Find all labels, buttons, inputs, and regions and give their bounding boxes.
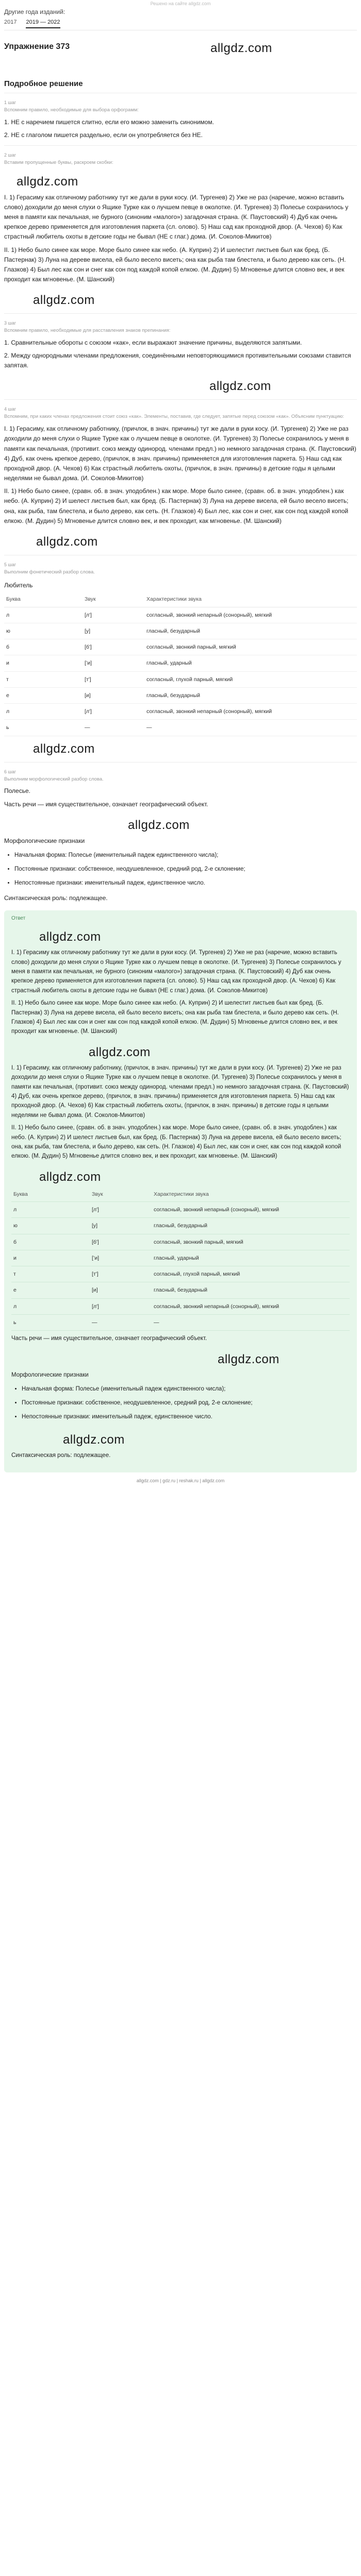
brand-watermark: allgdz.com [33,293,95,308]
text-paragraph: I. 1) Герасиму как отличному работнику тут же дали в руки косу. (И. Тургенев) 2) Уже не раз (наречие, можно вставить слово) доходили до меня слухи о Ящике Турке как о лучшем певце в околотке. (И. Тургенев) 3) Полесье сохранилось у меня в памяти как печальная, не бурного (синоним «малого») загадочная страна. (К. Паустовский) 4) Дуб как очень крепкое дерево применяется для изготовления паркета (сл. олово). 5) Наш сад как проходной двор. (А. Чехов) 6) Как страстный любитель охоты в детские годы не бывал (НЕ с глаг.) дома. (И. Соколов-Микитов) [4,193,349,241]
step-5 [4,562,357,736]
top-watermark: Решено на сайте allgdz.com [150,1,211,6]
features-title: Морфологические признаки [4,837,85,844]
letter-cell: и [11,1250,90,1266]
watermark-row [4,374,357,394]
desc-cell: гласный, безударный [152,1218,350,1234]
exercise-title: Упражнение 373 [4,42,70,51]
letter-cell: л [4,607,83,623]
step-1 [4,99,357,140]
step-label: 3 шаг [4,320,17,326]
rule-paragraph: 2. Между однородными членами предложения, соединёнными неповторяющимися противительными союзами ставится запятая. [4,352,351,369]
answer-paragraph: II. 1) Небо было синее, (сравн. об. в знач. уподоблен.) как море. Море было синее, (сравн. об. в знач. уподоблен.) как небо. (А. Куприн) 2) И шелест листьев был, как бред. (Б. Пастернак) 3) Луна на дереве висела, ей было весело висеть; она, как рыба, там блестела, и было дерево, как сеть. (Н. Глазков) 4) Был лес, как сон и снег, как сон под каждой копой елкою. (М. Дудин) 5) Мгновенье длится словно век, и век проходит, как мгновенье. (М. Шанский) [11,1125,341,1160]
letter-cell: е [4,687,83,703]
sound-cell: [’и] [90,1250,152,1266]
watermark-row [4,529,357,550]
step-4 [4,406,357,526]
letter-cell: ю [4,623,83,639]
desc-cell: гласный, ударный [144,655,357,671]
sound-cell: [л'] [90,1202,152,1218]
step-label: 4 шаг [4,406,17,412]
brand-watermark: allgdz.com [36,535,98,549]
brand-watermark: allgdz.com [89,1045,151,1059]
watermark-row [4,287,357,308]
brand-watermark: allgdz.com [210,41,272,55]
watermark-row [4,169,357,190]
desc-cell: согласный, глухой парный, мягкий [144,671,357,687]
letter-cell: б [4,639,83,655]
brand-watermark: allgdz.com [128,818,190,832]
table-row [11,1314,350,1330]
letter-cell: т [11,1266,90,1282]
list-item: • Непостоянные признаки: именительный падеж, единственное число. [14,879,357,888]
brand-watermark: allgdz.com [17,174,78,189]
desc-cell: гласный, безударный [144,687,357,703]
letter-cell: ь [11,1314,90,1330]
table-row [11,1266,350,1282]
column-header: Звук [90,1187,152,1202]
step-label: 1 шаг [4,99,17,105]
desc-cell: согласный, звонкий непарный (сонорный), мягкий [144,704,357,720]
rule-paragraph: 1. НЕ с наречием пишется слитно, если его можно заменить синонимом. [4,118,214,126]
table-row [4,623,357,639]
sound-cell: [и] [83,687,144,703]
sound-cell: [у] [90,1218,152,1234]
sound-cell: [у] [83,623,144,639]
footer-links[interactable]: allgdz.com | gdz.ru | reshak.ru | allgdz.com [136,1478,225,1484]
column-header: Звук [83,592,144,607]
list-item: • Начальная форма: Полесье (именительный падеж единственного числа); [22,1385,350,1394]
text-paragraph: I. 1) Герасиму, как отличному работнику, (причлок, в знач. причины) тут же дали в руки косу. (И. Тургенев) 2) Уже не раз доходили до меня слухи о Ящике Турке как о лучшем певце в околотке. (И. Тургенев) 3) Полесье сохранилось у меня в памяти как печальная, (противит. союз между одинород. членами предл.) но немного загадочная страна. (К. Паустовский) 4) Дуб, как очень крепкое дерево, (причлок, в знач. причины) применяется для изготовления паркета. 5) Наш сад как проходной двор. (А. Чехов) 6) Как страстный любитель охоты, (причлок, в знач. причины) в детские годы я целыми неделями не бывал дома. (И. Соколов-Микитов) [4,425,356,482]
edition-tab-2019-2022[interactable]: 2019 — 2022 [26,18,60,28]
table-row [4,607,357,623]
analyzed-word: Любитель [4,581,33,589]
desc-cell: согласный, звонкий парный, мягкий [144,639,357,655]
watermark-row [11,1427,350,1448]
column-header: Буква [4,592,83,607]
letter-cell: и [4,655,83,671]
desc-cell: гласный, безударный [152,1282,350,1298]
answer-label: Ответ [11,915,26,921]
table-row [11,1250,350,1266]
part-of-speech: Часть речи — имя существительное, означает географический объект. [4,800,208,808]
sound-cell: [л'] [83,607,144,623]
column-header: Буква [11,1187,90,1202]
desc-cell: гласный, безударный [144,623,357,639]
watermark-row [11,1164,350,1185]
brand-watermark: allgdz.com [39,930,101,944]
step-hint: Вспомним правило, необходимые для выбора орфограмм: [4,107,139,113]
watermark-row [4,736,357,757]
table-row [11,1218,350,1234]
step-hint: Выполним морфологический разбор слова. [4,776,104,782]
sound-cell: [т'] [90,1266,152,1282]
brand-watermark: allgdz.com [63,1432,125,1447]
list-item: • Начальная форма: Полесье (именительный падеж единственного числа); [14,851,357,860]
brand-watermark: allgdz.com [33,741,95,756]
text-paragraph: II. 1) Небо было синее, (сравн. об. в знач. уподоблен.) как море. Море было синее, (сравн. об. в знач. уподоблен.) как небо. (А. Куприн) 2) И шелест листьев был, как бред. (Б. Пастернак) 3) Луна на дереве висела, ей было весело висеть; она, как рыба, там блестела, и было дерево, как сеть. (Н. Глазков) 4) Был лес, как сон и снег, как сон под каждой копой елкою. (М. Дудин) 5) Мгновенье длится словно век, и век проходит, как мгновенье. (М. Шанский) [4,487,349,524]
step-hint: Вставим пропущенные буквы, раскроем скобки: [4,159,113,165]
list-item: • Постоянные признаки: собственное, неодушевленное, средний род, 2-е склонение; [22,1399,350,1408]
syntax-role: Синтаксическая роль: подлежащее. [4,894,108,902]
divider [4,399,357,400]
desc-cell: гласный, ударный [152,1250,350,1266]
letter-cell: ю [11,1218,90,1234]
edition-tabs [4,18,357,30]
answer-paragraph: II. 1) Небо было синее как море. Море было синее как небо. (А. Куприн) 2) И шелестит листьев был как бред. (Б. Пастернак) 3) Луна на дереве висела, ей было весело висеть; она как рыба там блестела, и было дерево как сеть. (Н. Глазков) 4) Был лес как сон и снег как сон под каждой копой елкою. (М. Дудин) 5) Мгновенье длится словно век, и век проходит как мгновенье. (М. Шанский) [11,1000,339,1035]
features-title: Морфологические признаки [11,1371,89,1378]
sound-cell: — [90,1314,152,1330]
syntax-role: Синтаксическая роль: подлежащее. [11,1452,111,1459]
desc-cell: согласный, глухой парный, мягкий [152,1266,350,1282]
letter-cell: ь [4,720,83,736]
divider [4,313,357,314]
watermark-row [11,1040,350,1060]
table-row [4,639,357,655]
analyzed-word: Полесье. [4,787,30,795]
table-row [4,671,357,687]
answer-box [4,910,357,1472]
sound-cell: [л'] [90,1298,152,1314]
exercise-header [4,39,357,59]
table-row [11,1234,350,1250]
letter-cell: б [11,1234,90,1250]
list-item: • Постоянные признаки: собственное, неодушевленное, средний род, 2-е склонение; [14,865,357,874]
step-hint: Вспомним, при каких членах предложения стоит союз «как». Элементы, поставив, где следует, запятые перед союзом «как». Объясним пунктуацию: [4,414,344,420]
letter-cell: л [4,704,83,720]
table-row [11,1202,350,1218]
answer-paragraph: I. 1) Герасиму как отличному работнику тут же дали в руки косу. (И. Тургенев) 2) Уже не раз (наречие, можно вставить слово) доходили до меня слухи о Ящике Турке как о лучшем певце в околотке. (И. Тургенев) 3) Полесье сохранилось у меня в памяти как печальная, не бурного (синоним «малого») загадочная страна. (К. Паустовский) 4) Дуб как очень крепкое дерево применяется для изготовления паркета (сл. олово). 5) Наш сад как проходной двор. (А. Чехов) 6) Как страстный любитель охоты в детские годы не бывал (НЕ с глаг.) дома. (И. Соколов-Микитов) [11,950,341,994]
table-header-row [11,1187,350,1202]
sound-cell: [б'] [83,639,144,655]
sound-cell: — [83,720,144,736]
table-header-row [4,592,357,607]
brand-watermark: allgdz.com [39,1170,101,1184]
text-paragraph: II. 1) Небо было синее как море. Море было синее как небо. (А. Куприн) 2) И шелестит листьев был как бред. (Б. Пастернак) 3) Луна на дереве висела, ей было весело висеть; она как рыба там блестела, и было дерево как сеть. (Н. Глазков) 4) Был лес как сон и снег как сон под каждой копой елкою. (М. Дудин) 5) Мгновенье длится словно век, и век проходит как мгновенье. (М. Шанский) [4,246,346,283]
brand-watermark: allgdz.com [218,1352,280,1366]
step-label: 5 шаг [4,562,17,568]
editions-label: Другие года изданий: [4,8,65,15]
sound-cell: [и] [90,1282,152,1298]
rule-paragraph: 2. НЕ с глаголом пишется раздельно, если он употребляется без НЕ. [4,131,203,139]
sound-cell: [’и] [83,655,144,671]
step-2 [4,152,357,284]
part-of-speech: Часть речи — имя существительное, означает географический объект. [11,1335,207,1342]
sound-cell: [б'] [90,1234,152,1250]
list-item: • Непостоянные признаки: именительный падеж, единственное число. [22,1413,350,1421]
letter-cell: л [11,1298,90,1314]
desc-cell: согласный, звонкий непарный (сонорный), мягкий [152,1202,350,1218]
watermark-row [11,924,350,945]
table-row [4,704,357,720]
column-header: Характеристики звука [144,592,357,607]
brand-watermark: allgdz.com [209,379,271,394]
step-3 [4,320,357,370]
table-row [11,1282,350,1298]
table-row [4,655,357,671]
watermark-row [11,1347,350,1367]
letter-cell: т [4,671,83,687]
step-hint: Вспомним правило, необходимые для расставления знаков препинания: [4,328,171,334]
table-row [11,1298,350,1314]
table-row [4,720,357,736]
letter-cell: л [11,1202,90,1218]
desc-cell: согласный, звонкий парный, мягкий [152,1234,350,1250]
desc-cell: — [152,1314,350,1330]
step-hint: Выполним фонетический разбор слова. [4,569,95,575]
step-label: 6 шаг [4,769,17,774]
rule-paragraph: 1. Сравнительные обороты с союзом «как», если выражают значение причины, выделяются запятыми. [4,338,302,346]
answer-paragraph: I. 1) Герасиму, как отличному работнику, (причлок, в знач. причины) тут же дали в руки косу. (И. Тургенев) 2) Уже не раз доходили до меня слухи о Ящике Турке как о лучшем певце в околотке. (И. Тургенев) 3) Полесье сохранилось у меня в памяти как печальная, (противит. союз между одинород. членами предл.) но немного загадочная страна. (К. Паустовский) 4) Дуб, как очень крепкое дерево, (причлок, в знач. причины) применяется для изготовления паркета. 5) Наш сад как проходной двор. (А. Чехов) 6) Как страстный любитель охоты, (причлок, в знач. причины) в детские годы я целыми неделями не бывал дома. (И. Соколов-Микитов) [11,1064,349,1118]
desc-cell: — [144,720,357,736]
divider [4,145,357,146]
solution-title: Подробное решение [4,78,357,93]
edition-tab-2017[interactable]: 2017 [4,19,17,25]
table-row [4,687,357,703]
watermark-row [4,812,357,833]
step-label: 2 шаг [4,152,17,158]
answer-phonetic-table [11,1187,350,1331]
features-list [14,851,357,888]
column-header: Характеристики звука [152,1187,350,1202]
step-6 [4,769,357,903]
sound-cell: [т'] [83,671,144,687]
phonetic-table [4,592,357,736]
letter-cell: е [11,1282,90,1298]
sound-cell: [л'] [83,704,144,720]
desc-cell: согласный, звонкий непарный (сонорный), мягкий [144,607,357,623]
desc-cell: согласный, звонкий непарный (сонорный), мягкий [152,1298,350,1314]
features-list [22,1385,350,1422]
